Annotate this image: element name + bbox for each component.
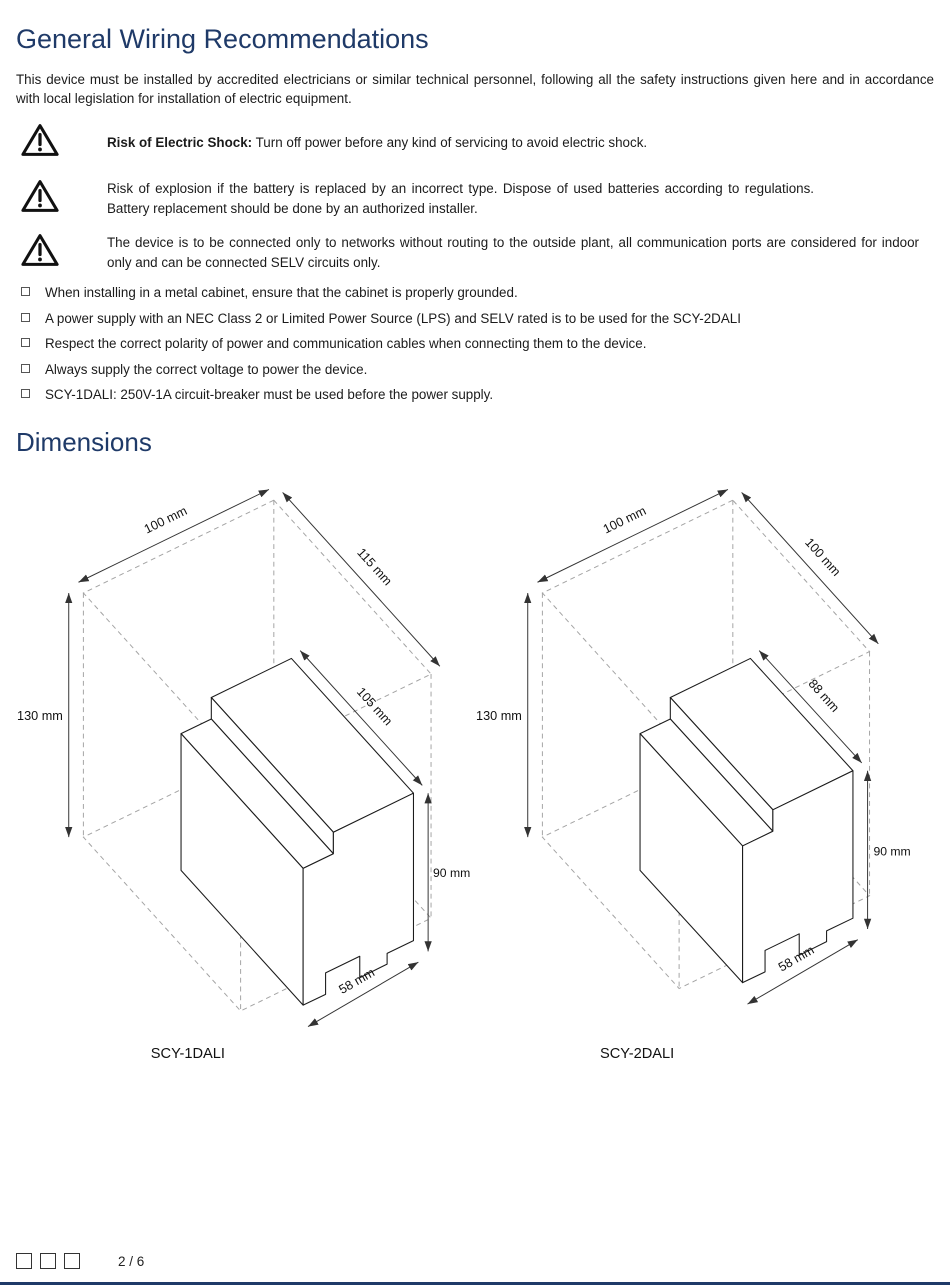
checkbox-icon bbox=[21, 287, 30, 296]
checklist-item: SCY-1DALI: 250V-1A circuit-breaker must be used before the power supply. bbox=[21, 385, 934, 404]
checklist-item: Always supply the correct voltage to power the device. bbox=[21, 360, 934, 379]
checklist bbox=[16, 283, 934, 404]
dim-depth-label: 100 mm bbox=[802, 534, 844, 579]
footer-square-icon bbox=[40, 1253, 56, 1269]
checkbox-icon bbox=[21, 364, 30, 373]
dim-body-width-label: 58 mm bbox=[336, 964, 378, 997]
checklist-item: Respect the correct polarity of power and communication cables when connecting them to the device. bbox=[21, 334, 934, 353]
warning-text: Risk of Electric Shock: Turn off power before any kind of servicing to avoid electric shock. bbox=[107, 134, 648, 150]
dim-height-label: 130 mm bbox=[476, 708, 522, 723]
warning-triangle-icon bbox=[20, 232, 60, 273]
intro-paragraph: This device must be installed by accredited electricians or similar technical personnel, following all the safety instructions given here and in accordance with local legislation for installation of electric equipment. bbox=[16, 72, 934, 107]
figure-caption: SCY-2DALI bbox=[599, 1045, 675, 1062]
page-title: General Wiring Recommendations bbox=[16, 24, 429, 54]
dim-body-depth-label: 88 mm bbox=[805, 676, 842, 715]
dim-body-depth-label: 105 mm bbox=[353, 684, 395, 728]
figure-caption: SCY-1DALI bbox=[150, 1045, 226, 1062]
dim-body-height-label: 90 mm bbox=[433, 865, 471, 880]
dim-depth-label: 115 mm bbox=[354, 545, 395, 588]
warning-row-battery bbox=[16, 178, 934, 219]
warning-row-electric-shock bbox=[16, 122, 934, 163]
dim-width-label: 100 mm bbox=[141, 503, 190, 536]
page-number: 2 / 6 bbox=[118, 1253, 145, 1269]
dimensions-title: Dimensions bbox=[16, 426, 152, 457]
checkbox-icon bbox=[21, 389, 30, 398]
warning-triangle-icon bbox=[20, 178, 60, 219]
checkbox-icon bbox=[21, 313, 30, 322]
device-drawing bbox=[640, 658, 853, 982]
checkbox-icon bbox=[21, 338, 30, 347]
warning-row-network bbox=[16, 232, 934, 273]
dimension-figures bbox=[16, 464, 934, 1097]
dim-width-label: 100 mm bbox=[600, 503, 649, 536]
footer-square-icon bbox=[64, 1253, 80, 1269]
warning-text: The device is to be connected only to networks without routing to the outside plant, all communication ports are considered for indoor only and can be connected SELV circuits only. bbox=[107, 235, 919, 271]
warning-lead: Risk of Electric Shock: bbox=[107, 134, 253, 150]
page-footer bbox=[16, 1253, 144, 1269]
dim-body-height-label: 90 mm bbox=[873, 844, 911, 859]
figure-scy-1dali bbox=[16, 464, 475, 1097]
warning-triangle-icon bbox=[20, 122, 60, 163]
footer-square-icon bbox=[16, 1253, 32, 1269]
dim-height-label: 130 mm bbox=[17, 708, 63, 723]
checklist-item: A power supply with an NEC Class 2 or Limited Power Source (LPS) and SELV rated is to be used for the SCY-2DALI bbox=[21, 309, 934, 328]
figure-scy-2dali bbox=[475, 464, 934, 1097]
checklist-item: When installing in a metal cabinet, ensure that the cabinet is properly grounded. bbox=[21, 283, 934, 302]
dim-body-width-label: 58 mm bbox=[775, 942, 817, 974]
warning-text: Risk of explosion if the battery is replaced by an incorrect type. Dispose of used batteries according to regulations. Battery replacement should be done by an authorized installer. bbox=[107, 180, 814, 216]
